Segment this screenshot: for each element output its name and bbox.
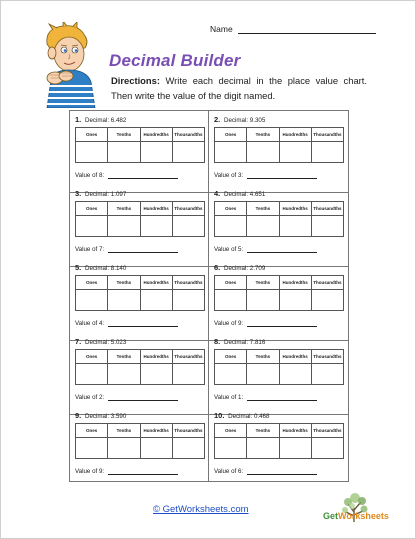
name-field-row — [210, 24, 376, 34]
col-ones: Ones — [76, 424, 108, 438]
decimal-label: Decimal: 4.651 — [224, 191, 266, 198]
problem-7 — [70, 333, 209, 415]
col-hundredths: Hundredths — [279, 202, 311, 216]
answer-box[interactable] — [247, 438, 279, 459]
value-prompt: Value of 7: — [75, 246, 105, 253]
col-ones: Ones — [215, 350, 247, 364]
problem-3 — [70, 185, 209, 267]
answer-box[interactable] — [140, 290, 172, 311]
value-prompt: Value of 3: — [214, 172, 244, 179]
answer-box[interactable] — [279, 216, 311, 237]
value-answer-line[interactable] — [108, 246, 178, 253]
answer-box[interactable] — [215, 290, 247, 311]
col-tenths: Tenths — [108, 128, 140, 142]
value-prompt: Value of 9: — [75, 468, 105, 475]
decimal-label: Decimal: 2.709 — [224, 265, 266, 272]
problem-number: 9. — [75, 411, 82, 420]
place-value-chart — [75, 127, 205, 163]
name-line[interactable] — [238, 25, 376, 34]
problem-4 — [209, 185, 348, 267]
directions-body: Write each decimal in the place value chart. Then write the value of the digit named. — [111, 75, 367, 101]
col-ones: Ones — [215, 424, 247, 438]
value-prompt: Value of 8: — [75, 172, 105, 179]
problem-grid — [69, 110, 349, 482]
problem-10 — [209, 407, 348, 481]
decimal-label: Decimal: 5.023 — [85, 339, 127, 346]
col-tenths: Tenths — [247, 350, 279, 364]
col-thousandths: Thousandths — [311, 350, 343, 364]
decimal-label: Decimal: 3.590 — [85, 413, 127, 420]
place-value-chart — [75, 423, 205, 459]
answer-box[interactable] — [247, 364, 279, 385]
value-answer-line[interactable] — [247, 320, 317, 327]
answer-box[interactable] — [172, 216, 204, 237]
worksheet-title: Decimal Builder — [109, 51, 241, 70]
problem-number: 4. — [214, 189, 221, 198]
problem-number: 3. — [75, 189, 82, 198]
getworksheets-logo — [323, 511, 389, 521]
value-answer-line[interactable] — [108, 468, 178, 475]
problem-6 — [209, 259, 348, 341]
value-answer-line[interactable] — [247, 246, 317, 253]
answer-box[interactable] — [247, 290, 279, 311]
col-hundredths: Hundredths — [140, 128, 172, 142]
decimal-label: Decimal: 6.482 — [85, 117, 127, 124]
answer-box[interactable] — [108, 216, 140, 237]
place-value-chart — [214, 349, 344, 385]
answer-box[interactable] — [279, 438, 311, 459]
answer-box[interactable] — [279, 290, 311, 311]
value-prompt: Value of 2: — [75, 394, 105, 401]
col-hundredths: Hundredths — [279, 350, 311, 364]
col-thousandths: Thousandths — [172, 350, 204, 364]
problem-9 — [70, 407, 209, 481]
col-hundredths: Hundredths — [140, 202, 172, 216]
decimal-label: Decimal: 1.097 — [85, 191, 127, 198]
answer-box[interactable] — [215, 364, 247, 385]
value-prompt: Value of 4: — [75, 320, 105, 327]
answer-box[interactable] — [172, 438, 204, 459]
col-ones: Ones — [215, 276, 247, 290]
problem-number: 8. — [214, 337, 221, 346]
col-ones: Ones — [215, 202, 247, 216]
place-value-chart — [75, 275, 205, 311]
col-thousandths: Thousandths — [311, 276, 343, 290]
problem-1 — [70, 111, 209, 193]
problem-number: 10. — [214, 411, 225, 420]
answer-box[interactable] — [215, 142, 247, 163]
answer-box[interactable] — [172, 290, 204, 311]
answer-box[interactable] — [247, 216, 279, 237]
col-tenths: Tenths — [247, 128, 279, 142]
answer-box[interactable] — [215, 438, 247, 459]
problem-2 — [209, 111, 348, 193]
col-tenths: Tenths — [247, 424, 279, 438]
value-answer-line[interactable] — [247, 394, 317, 401]
answer-box[interactable] — [140, 216, 172, 237]
col-tenths: Tenths — [108, 424, 140, 438]
answer-box[interactable] — [172, 364, 204, 385]
answer-box[interactable] — [108, 438, 140, 459]
col-thousandths: Thousandths — [311, 202, 343, 216]
answer-box[interactable] — [140, 142, 172, 163]
col-ones: Ones — [76, 276, 108, 290]
answer-box[interactable] — [108, 142, 140, 163]
answer-box[interactable] — [172, 142, 204, 163]
col-tenths: Tenths — [108, 202, 140, 216]
place-value-chart — [214, 201, 344, 237]
problem-number: 6. — [214, 263, 221, 272]
place-value-chart — [75, 349, 205, 385]
col-thousandths: Thousandths — [172, 424, 204, 438]
value-answer-line[interactable] — [108, 172, 178, 179]
col-tenths: Tenths — [247, 202, 279, 216]
answer-box[interactable] — [247, 142, 279, 163]
answer-box[interactable] — [140, 364, 172, 385]
answer-box[interactable] — [279, 364, 311, 385]
value-prompt: Value of 9: — [214, 320, 244, 327]
tree-icon — [314, 486, 404, 528]
col-ones: Ones — [215, 128, 247, 142]
getworksheets-link[interactable]: © GetWorksheets.com — [153, 504, 249, 515]
answer-box[interactable] — [279, 142, 311, 163]
col-hundredths: Hundredths — [279, 276, 311, 290]
col-thousandths: Thousandths — [172, 202, 204, 216]
problem-number: 1. — [75, 115, 82, 124]
col-ones: Ones — [76, 202, 108, 216]
decimal-label: Decimal: 0.468 — [228, 413, 270, 420]
col-hundredths: Hundredths — [140, 276, 172, 290]
directions-text — [111, 73, 367, 103]
name-label: Name — [210, 24, 233, 34]
answer-box[interactable] — [76, 216, 108, 237]
answer-box[interactable] — [108, 290, 140, 311]
answer-box[interactable] — [108, 364, 140, 385]
value-answer-line[interactable] — [108, 320, 178, 327]
col-ones: Ones — [76, 128, 108, 142]
place-value-chart — [214, 127, 344, 163]
value-answer-line[interactable] — [247, 468, 317, 475]
place-value-chart — [214, 275, 344, 311]
value-prompt: Value of 6: — [214, 468, 244, 475]
value-answer-line[interactable] — [247, 172, 317, 179]
col-hundredths: Hundredths — [279, 424, 311, 438]
problem-number: 5. — [75, 263, 82, 272]
col-hundredths: Hundredths — [279, 128, 311, 142]
col-thousandths: Thousandths — [311, 128, 343, 142]
value-answer-line[interactable] — [108, 394, 178, 401]
place-value-chart — [75, 201, 205, 237]
problem-number: 2. — [214, 115, 221, 124]
col-tenths: Tenths — [108, 350, 140, 364]
logo-text-worksheets: Worksheets — [338, 511, 389, 521]
col-ones: Ones — [76, 350, 108, 364]
col-thousandths: Thousandths — [172, 128, 204, 142]
value-prompt: Value of 1: — [214, 394, 244, 401]
col-thousandths: Thousandths — [311, 424, 343, 438]
directions-label: Directions: — [111, 75, 160, 86]
problem-number: 7. — [75, 337, 82, 346]
answer-box[interactable] — [76, 364, 108, 385]
place-value-chart — [214, 423, 344, 459]
answer-box[interactable] — [76, 438, 108, 459]
col-tenths: Tenths — [108, 276, 140, 290]
decimal-label: Decimal: 8.140 — [85, 265, 127, 272]
decimal-label: Decimal: 7.816 — [224, 339, 266, 346]
problem-5 — [70, 259, 209, 341]
answer-box[interactable] — [311, 216, 343, 237]
col-hundredths: Hundredths — [140, 424, 172, 438]
problem-8 — [209, 333, 348, 415]
logo-text-get: Get — [323, 511, 339, 521]
answer-box[interactable] — [76, 142, 108, 163]
value-prompt: Value of 5: — [214, 246, 244, 253]
boy-illustration — [33, 22, 107, 108]
answer-box[interactable] — [311, 364, 343, 385]
answer-box[interactable] — [215, 216, 247, 237]
col-tenths: Tenths — [247, 276, 279, 290]
col-hundredths: Hundredths — [140, 350, 172, 364]
answer-box[interactable] — [76, 290, 108, 311]
answer-box[interactable] — [140, 438, 172, 459]
decimal-label: Decimal: 9.305 — [224, 117, 266, 124]
col-thousandths: Thousandths — [172, 276, 204, 290]
answer-box[interactable] — [311, 290, 343, 311]
answer-box[interactable] — [311, 438, 343, 459]
answer-box[interactable] — [311, 142, 343, 163]
